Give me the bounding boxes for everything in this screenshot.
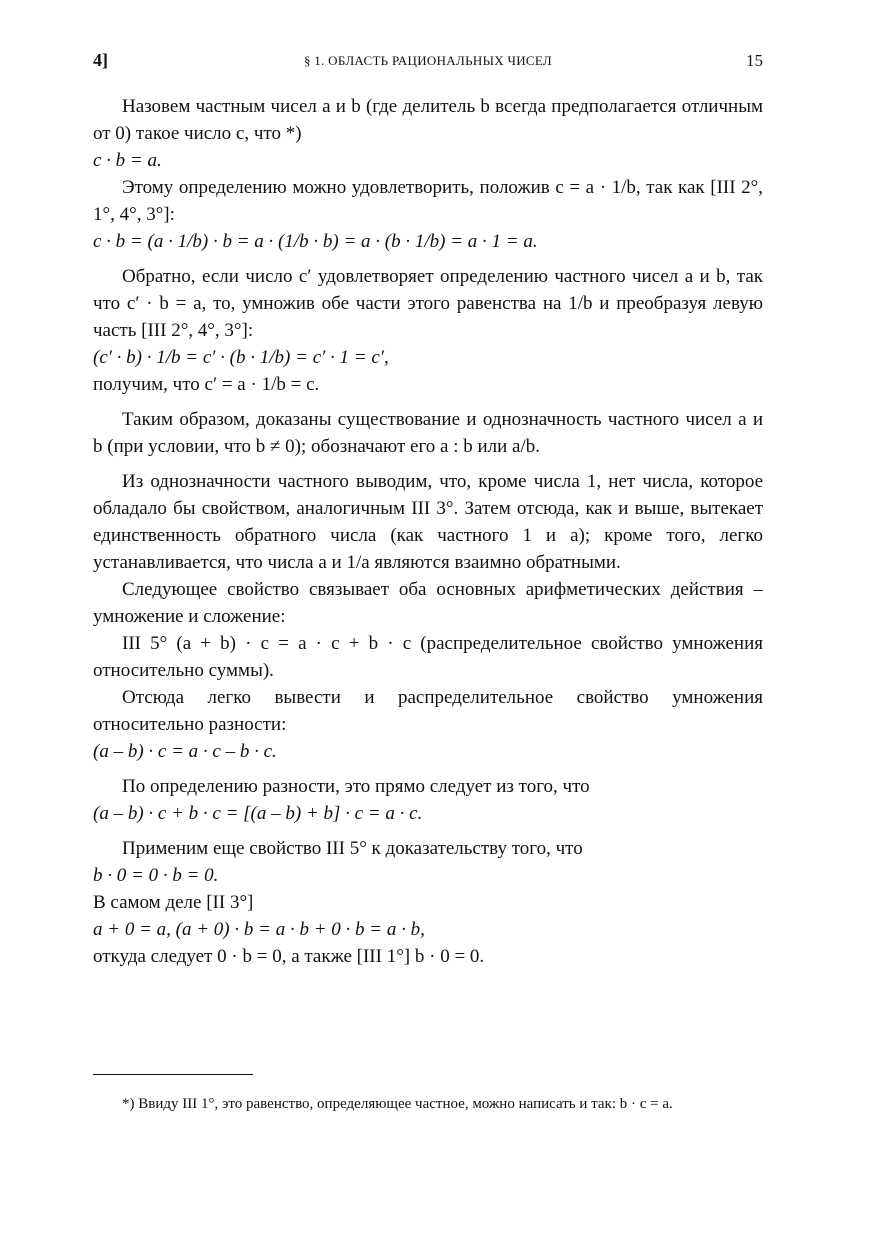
paragraph-definition: Назовем частным чисел a и b (где делитель b всегда предполагается отличным от 0) такое число c, что *) [93,96,763,144]
formula-converse: (c′ · b) · 1/b = c′ · (b · 1/b) = c′ · 1 = c′, [93,347,389,368]
running-header [93,50,763,74]
page-body [93,93,763,970]
formula-zero-proof: a + 0 = a, (a + 0) · b = a · b + 0 · b = a · b, [93,919,425,940]
paragraph-inverse: Из однозначности частного выводим, что, кроме числа 1, нет числа, которое обладало бы свойством, аналогичным III 3°. Затем отсюда, как и выше, вытекает единственность обратного числа (как частного 1 и a); кроме того, легко устанавливается, что числа a и 1/a являются взаимно обратными. [93,471,763,573]
section-number: 4] [93,50,108,70]
paragraph-axiom-iii5: III 5° (a + b) · c = a · c + b · c (распределительное свойство умножения относительно суммы). [93,633,763,681]
paragraph-final: откуда следует 0 · b = 0, а также [III 1°] b · 0 = 0. [93,946,485,967]
formula-zero: b · 0 = 0 · b = 0. [93,865,219,886]
paragraph-existence: Этому определению можно удовлетворить, положив c = a · 1/b, так как [III 2°, 1°, 4°, 3°]: [93,177,763,225]
chapter-title: § 1. ОБЛАСТЬ РАЦИОНАЛЬНЫХ ЧИСЕЛ [303,53,553,68]
formula-existence-proof: c · b = (a · 1/b) · b = a · (1/b · b) = a · (b · 1/b) = a · 1 = a. [93,231,538,252]
paragraph-uniqueness: Таким образом, доказаны существование и однозначность частного чисел a и b (при условии, что b ≠ 0); обозначают его a : b или a/b. [93,409,763,457]
page-number: 15 [746,51,763,70]
paragraph-indeed: В самом деле [II 3°] [93,892,254,913]
paragraph-distributive-intro: Следующее свойство связывает оба основных арифметических действия – умножение и сложение: [93,579,763,627]
formula-difference-proof: (a – b) · c + b · c = [(a – b) + b] · c = a · c. [93,803,423,824]
paragraph-apply: Применим еще свойство III 5° к доказательству того, что [122,838,583,859]
formula-difference: (a – b) · c = a · c – b · c. [93,741,277,762]
formula-quotient: c · b = a. [93,150,162,171]
footnote: *) Ввиду III 1°, это равенство, определяющее частное, можно написать и так: b · c = a. [122,1096,673,1112]
paragraph-conclusion: получим, что c′ = a · 1/b = c. [93,374,320,395]
footnote-divider [93,1074,253,1075]
paragraph-difference-intro: Отсюда легко вывести и распределительное свойство умножения относительно разности: [93,687,763,735]
paragraph-converse: Обратно, если число c′ удовлетворяет определению частного чисел a и b, так что c′ · b = a, то, умножив обе части этого равенства на 1/b и преобразуя левую часть [III 2°, 4°, 3°]: [93,266,763,341]
paragraph-by-definition: По определению разности, это прямо следует из того, что [122,776,590,797]
